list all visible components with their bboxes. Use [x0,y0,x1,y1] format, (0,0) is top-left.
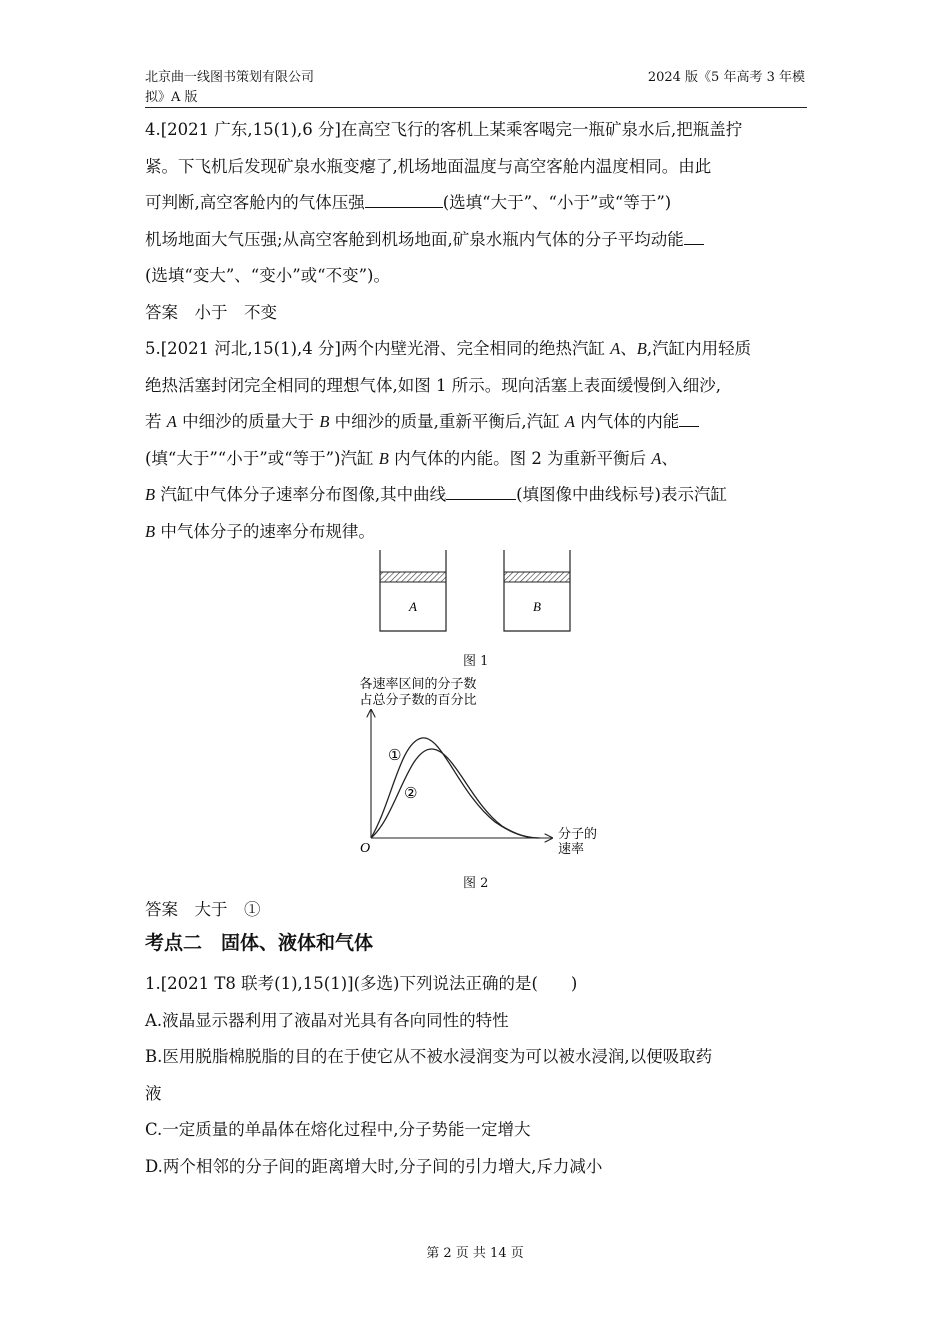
q4-line3-text: 可判断,高空客舱内的气体压强 [145,193,365,212]
cylinder-b [504,550,570,631]
q5-line4 [145,441,807,478]
header-publisher-line2: 拟》A 版 [145,90,198,105]
s1-option-b-line2: 液 [145,1083,162,1103]
q5-var-b: B [378,448,389,468]
q5-line1-tail: ,汽缸内用轻质 [646,339,752,358]
figure2-caption: 图 2 [463,876,489,891]
q4-line1: 4.[2021 广东,15(1),6 分]在高空飞行的客机上某乘客喝完一瓶矿泉水后,把瓶盖拧 [145,120,743,139]
q5-line3-a: 若 [145,412,167,431]
header-publisher-line1: 北京曲一线图书策划有限公司 [145,70,315,85]
x-axis-label-line1: 分子的 [558,827,598,842]
q5-line3-b: 中细沙的质量大于 [176,412,320,431]
q5-line5-b: (填图像中曲线标号)表示汽缸 [516,485,727,504]
curve-1-label: ① [388,746,402,764]
s1-option-b-line1: B.医用脱脂棉脱脂的目的在于使它从不被水浸润变为可以被水浸润,以便吸取药 [145,1047,713,1066]
questions-block [145,112,807,550]
s1-option-c: C.一定质量的单晶体在熔化过程中,分子势能一定增大 [145,1120,531,1139]
q4-line5: (选填“变大”、“变小”或“不变”)。 [145,266,390,285]
q4-answer: 答案 小于 不变 [145,302,277,322]
q4-blank-1 [365,190,443,208]
q5-var-b: B [319,412,330,431]
q5-line3-d: 内气体的内能 [575,412,680,431]
q5-var-b: B [145,485,156,504]
q5-var-b: B [145,521,156,541]
q5-line6-text: 中气体分子的速率分布规律。 [155,521,375,541]
q5-line3 [145,404,807,441]
q5-line4-b: 内气体的内能。图 2 为重新平衡后 [388,448,652,468]
q5-var-a: A [651,448,662,468]
q4-line3 [145,185,807,222]
q4-line4 [145,222,807,259]
curve-2-label: ② [404,784,418,802]
origin-label: O [360,841,371,856]
q5-blank-2 [446,482,516,500]
q5-line1 [145,331,807,368]
y-axis-label-line1: 各速率区间的分子数 [359,677,477,692]
q4-line3-options: (选填“大于”、“小于”或“等于”) [442,193,672,212]
s1-stem: 1.[2021 T8 联考(1),15(1)](多选)下列说法正确的是( ) [145,974,578,993]
figure1-cylinders [370,545,580,640]
header-publisher [145,68,375,108]
q5-line5 [145,477,807,514]
q4-line4-text: 机场地面大气压强;从高空客舱到机场地面,矿泉水瓶内气体的分子平均动能 [145,229,684,249]
q5-line4-c: 、 [661,448,678,468]
figure1-caption: 图 1 [463,654,489,669]
section-question-block [145,966,807,1185]
q4-blank-2 [684,226,704,244]
q5-line2: 绝热活塞封闭完全相同的理想气体,如图 1 所示。现向活塞上表面缓慢倒入细沙, [145,375,721,395]
q5-blank-1 [679,409,699,427]
q5-var-b: B [636,339,647,358]
s1-option-d: D.两个相邻的分子间的距离增大时,分子间的引力增大,斥力减小 [145,1156,603,1176]
piston-b [504,572,570,582]
header-divider [145,107,807,108]
q5-answer-block [145,892,807,929]
q5-var-a: A [166,412,177,431]
q5-answer: 答案 大于 ① [145,900,261,919]
q5-line3-c: 中细沙的质量,重新平衡后,汽缸 [329,412,565,431]
cylinder-b-label: B [533,599,541,614]
q4-line2: 紧。下飞机后发现矿泉水瓶变瘪了,机场地面温度与高空客舱内温度相同。由此 [145,156,712,176]
q5-line1-text: 5.[2021 河北,15(1),4 分]两个内壁光滑、完全相同的绝热汽缸 [145,339,611,358]
cylinder-a-label: A [409,599,417,614]
figure2-distribution-chart [330,672,620,872]
piston-a [380,572,446,582]
x-axis-label-line2: 速率 [558,842,585,857]
header-book-title: 2024 版《5 年高考 3 年模 [647,70,805,85]
cylinder-a [380,550,446,631]
q5-line4-a: (填“大于”“小于”或“等于”)汽缸 [145,448,379,468]
q5-var-a: A [564,412,576,431]
q5-var-a: A [610,339,621,358]
y-axis-label-line2: 占总分子数的百分比 [359,693,477,708]
s1-option-a: A.液晶显示器利用了液晶对光具有各向同性的特性 [145,1010,509,1030]
section-title: 考点二 固体、液体和气体 [145,932,374,954]
page-footer: 第 2 页 共 14 页 [426,1246,524,1261]
q5-sep: 、 [620,339,637,358]
q5-line5-a: 汽缸中气体分子速率分布图像,其中曲线 [155,485,447,504]
